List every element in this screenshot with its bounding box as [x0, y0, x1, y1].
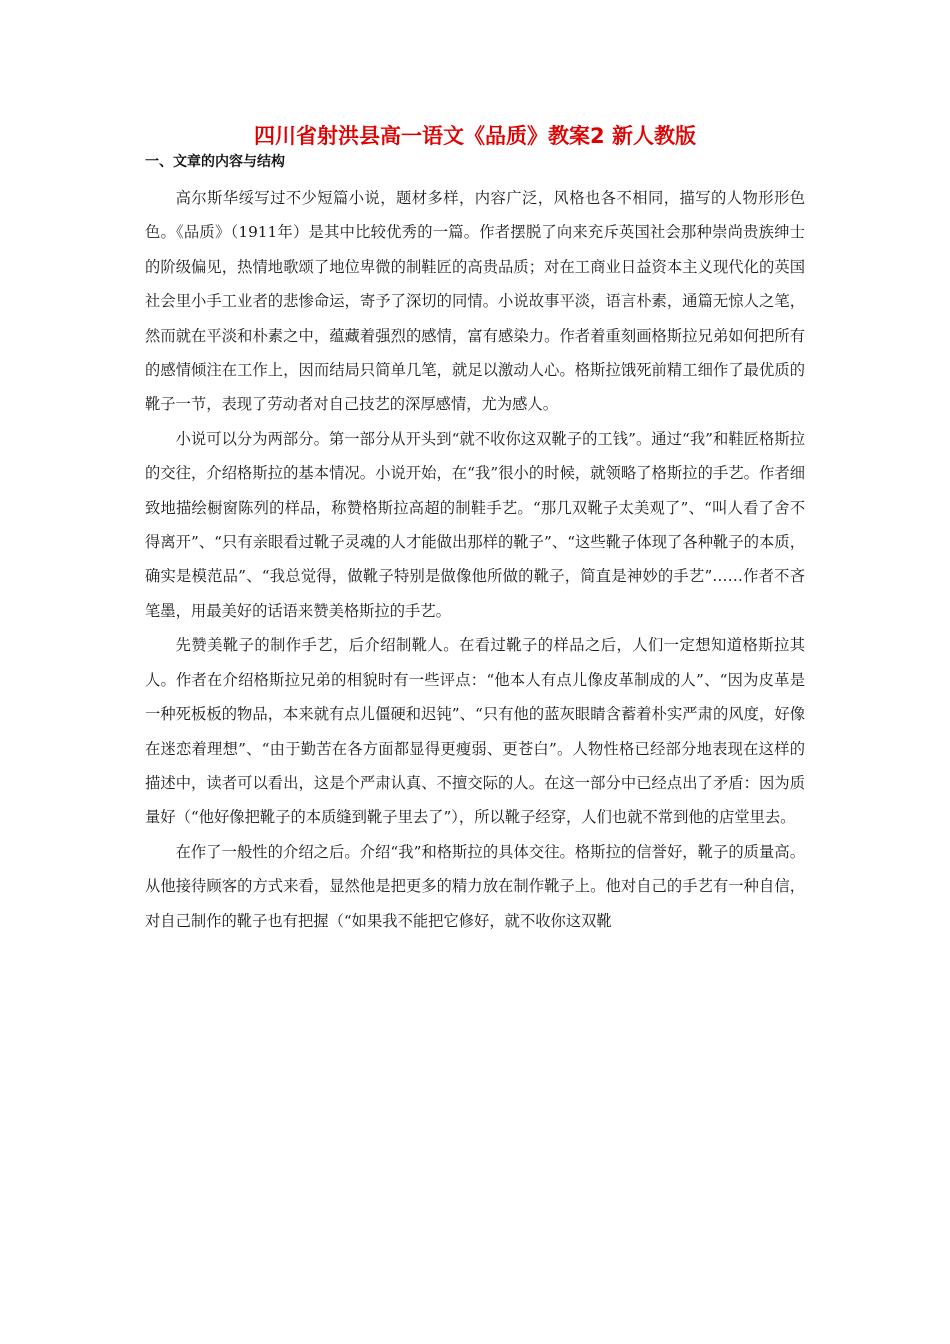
paragraph-part-one: 小说可以分为两部分。第一部分从开头到“就不收你这双靴子的工钱”。通过“我”和鞋匠格斯拉的交往，介绍格斯拉的基本情况。小说开始，在“我”很小的时候，就领略了格斯拉的手艺。作者细致地描绘橱窗陈列的样品，称赞格斯拉高超的制鞋手艺。“那几双靴子太美观了”、“叫人看了舍不得离开”、“只有亲眼看过靴子灵魂的人才能做出那样的靴子”、“这些靴子体现了各种靴子的本质，确实是模范品”、“我总觉得，做靴子特别是做像他所做的靴子，简直是神妙的手艺”……作者不吝笔墨，用最美好的话语来赞美格斯拉的手艺。 — [145, 429, 805, 620]
paragraph-interaction: 在作了一般性的介绍之后。介绍“我”和格斯拉的具体交往。格斯拉的信誉好，靴子的质量高。从他接待顾客的方式来看，显然他是把更多的精力放在制作靴子上。他对自己的手艺有一种自信，对自己制作的靴子也有把握（“如果我不能把它修好，就不收你这双靴 — [145, 842, 805, 930]
paragraph-intro: 高尔斯华绥写过不少短篇小说，题材多样，内容广泛，风格也各不相同，描写的人物形形色色。《品质》（1911年）是其中比较优秀的一篇。作者摆脱了向来充斥英国社会那种崇尚贵族绅士的阶级偏见，热情地歌颂了地位卑微的制鞋匠的高贵品质；对在工商业日益资本主义现代化的英国社会里小手工业者的悲惨命运，寄予了深切的同情。小说故事平淡，语言朴素，通篇无惊人之笔，然而就在平淡和朴素之中，蕴藏着强烈的感情，富有感染力。作者着重刻画格斯拉兄弟如何把所有的感情倾注在工作上，因而结局只简单几笔，就足以激动人心。格斯拉饿死前精工细作了最优质的靴子一节，表现了劳动者对自己技艺的深厚感情，尤为感人。 — [145, 189, 805, 414]
section-heading: 一、文章的内容与结构 — [145, 154, 285, 170]
body-text — [145, 181, 805, 938]
paragraph-craftsman: 先赞美靴子的制作手艺，后介绍制靴人。在看过靴子的样品之后，人们一定想知道格斯拉其人。作者在介绍格斯拉兄弟的相貌时有一些评点：“他本人有点儿像皮革制成的人”、“因为皮革是一种死板板的物品，本来就有点儿僵硬和迟钝”、“只有他的蓝灰眼睛含蓄着朴实严肃的风度，好像在迷恋着理想”、“由于勤苦在各方面都显得更瘦弱、更苍白”。人物性格已经部分地表现在这样的描述中，读者可以看出，这是个严肃认真、不擅交际的人。在这一部分中已经点出了矛盾：因为质量好（“他好像把靴子的本质缝到靴子里去了”），所以靴子经穿，人们也就不常到他的店堂里去。 — [145, 636, 805, 827]
document-title: 四川省射洪县高一语文《品质》教案2 新人教版 — [254, 124, 696, 148]
